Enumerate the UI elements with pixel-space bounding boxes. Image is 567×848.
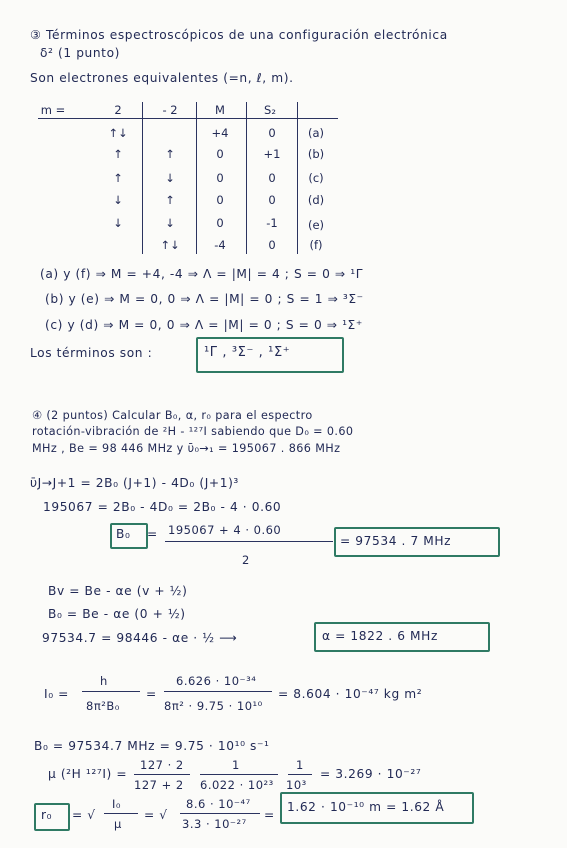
table-cell: ↑↓: [160, 238, 180, 252]
terms-answer: ¹Γ , ³Σ⁻ , ¹Σ⁺: [204, 345, 291, 360]
table-cell: (f): [309, 238, 323, 252]
mu-bar3: [288, 774, 312, 775]
table-cell: ↓: [113, 216, 123, 230]
derivation-line-2: (b) y (e) ⇒ M = 0, 0 ⇒ Λ = |M| = 0 ; S = 1 ⇒ ³Σ⁻: [45, 292, 364, 306]
alpha-result: α = 1822 . 6 MHz: [322, 629, 438, 643]
bv-equation: Bv = Be - αe (v + ½): [48, 584, 188, 598]
inertia-lhs: I₀ =: [44, 687, 69, 701]
table-header-M: M: [215, 103, 225, 117]
table-cell: ↑: [165, 147, 175, 161]
q3-intro: Son electrones equivalentes (=n, ℓ, m).: [30, 71, 294, 85]
b0-si-conversion: B₀ = 97534.7 MHz = 9.75 · 10¹⁰ s⁻¹: [34, 739, 270, 753]
r0-bar2: [180, 813, 260, 814]
mu-lhs: μ (²H ¹²⁷I) =: [48, 767, 128, 781]
table-col-rule-2: [196, 102, 197, 254]
table-cell: -1: [266, 216, 278, 230]
q3-title-line2: δ² (1 punto): [40, 46, 120, 60]
table-header-rule: [38, 118, 338, 119]
equation-transition: ῡJ→J+1 = 2B₀ (J+1) - 4D₀ (J+1)³: [30, 476, 239, 490]
table-cell: (b): [307, 147, 325, 161]
table-cell: ↑: [113, 147, 123, 161]
table-cell: 0: [268, 238, 276, 252]
b0-equals: =: [147, 527, 158, 541]
q4-line2: rotación-vibración de ²H - ¹²⁷I sabiendo que D₀ = 0.60: [32, 425, 354, 438]
table-cell: 0: [216, 193, 224, 207]
mu-result: = 3.269 · 10⁻²⁷: [320, 767, 422, 781]
inertia-den2: 8π² · 9.75 · 10¹⁰: [164, 699, 263, 713]
r0-equals2: = √: [144, 808, 168, 822]
table-cell: (d): [307, 193, 325, 207]
table-header-S: S₂: [264, 103, 276, 117]
inertia-equals: =: [146, 687, 157, 701]
inertia-num1: h: [100, 674, 108, 688]
table-cell: (e): [307, 218, 325, 232]
terms-prefix: Los términos son :: [30, 346, 153, 360]
inertia-bar1: [82, 691, 140, 692]
table-cell: 0: [268, 171, 276, 185]
table-cell: (a): [307, 126, 325, 140]
table-cell: ↓: [113, 193, 123, 207]
table-cell: ↑↓: [108, 126, 128, 140]
table-cell: ↑: [113, 171, 123, 185]
r0-den1: μ: [114, 817, 122, 831]
table-cell: 0: [216, 171, 224, 185]
table-header-m: m =: [40, 103, 66, 117]
inertia-result: = 8.604 · 10⁻⁴⁷ kg m²: [278, 687, 423, 701]
mu-num3: 1: [296, 758, 304, 772]
derivation-line-3: (c) y (d) ⇒ M = 0, 0 ⇒ Λ = |M| = 0 ; S = 0 ⇒ ¹Σ⁺: [45, 318, 363, 332]
r0-equals3: =: [264, 808, 275, 822]
table-cell: -4: [214, 238, 226, 252]
b0-result: = 97534 . 7 MHz: [340, 534, 452, 548]
b0-label: B₀: [116, 527, 131, 541]
mu-den3: 10³: [286, 778, 307, 792]
mu-num2: 1: [232, 758, 240, 772]
table-cell: +1: [263, 147, 281, 161]
equation-fundamental: 195067 = 2B₀ - 4D₀ = 2B₀ - 4 · 0.60: [43, 500, 282, 514]
mu-den1: 127 + 2: [134, 778, 184, 792]
b0-denominator: 2: [242, 553, 250, 567]
table-cell: +4: [211, 126, 229, 140]
table-cell: (c): [308, 171, 324, 185]
mu-num1: 127 · 2: [140, 758, 184, 772]
inertia-bar2: [164, 691, 272, 692]
mu-bar1: [134, 774, 190, 775]
b0-numerator: 195067 + 4 · 0.60: [168, 523, 282, 537]
b0-fraction-bar: [165, 541, 333, 542]
table-cell: ↓: [165, 216, 175, 230]
table-cell: 0: [268, 193, 276, 207]
mu-den2: 6.022 · 10²³: [200, 778, 274, 792]
b0-equation: B₀ = Be - αe (0 + ½): [48, 607, 186, 621]
table-cell: ↓: [165, 171, 175, 185]
alpha-derivation: 97534.7 = 98446 - αe · ½ ⟶: [42, 631, 238, 645]
r0-den2: 3.3 · 10⁻²⁷: [182, 817, 247, 831]
table-cell: ↑: [165, 193, 175, 207]
r0-bar1: [104, 813, 138, 814]
table-header-2: 2: [114, 103, 122, 117]
q3-title-line1: ③ Términos espectroscópicos de una configuración electrónica: [30, 28, 448, 42]
table-cell: 0: [216, 147, 224, 161]
q4-line3: MHz , Be = 98 446 MHz y ῡ₀→₁ = 195067 . 866 MHz: [32, 442, 341, 455]
r0-equals-sqrt: = √: [72, 808, 96, 822]
derivation-line-1: (a) y (f) ⇒ M = +4, -4 ⇒ Λ = |M| = 4 ; S = 0 ⇒ ¹Γ: [40, 267, 364, 281]
table-cell: 0: [216, 216, 224, 230]
mu-bar2: [200, 774, 278, 775]
table-header-minus2: - 2: [162, 103, 178, 117]
r0-label: r₀: [41, 808, 53, 822]
r0-num1: I₀: [112, 797, 122, 811]
q4-line1: ④ (2 puntos) Calcular B₀, α, r₀ para el espectro: [32, 409, 313, 422]
inertia-num2: 6.626 · 10⁻³⁴: [176, 674, 257, 688]
inertia-den1: 8π²B₀: [86, 699, 120, 713]
table-cell: 0: [268, 126, 276, 140]
r0-result: 1.62 · 10⁻¹⁰ m = 1.62 Å: [287, 800, 445, 814]
table-col-rule-1: [142, 102, 143, 254]
table-col-rule-3: [246, 102, 247, 254]
r0-num2: 8.6 · 10⁻⁴⁷: [186, 797, 251, 811]
